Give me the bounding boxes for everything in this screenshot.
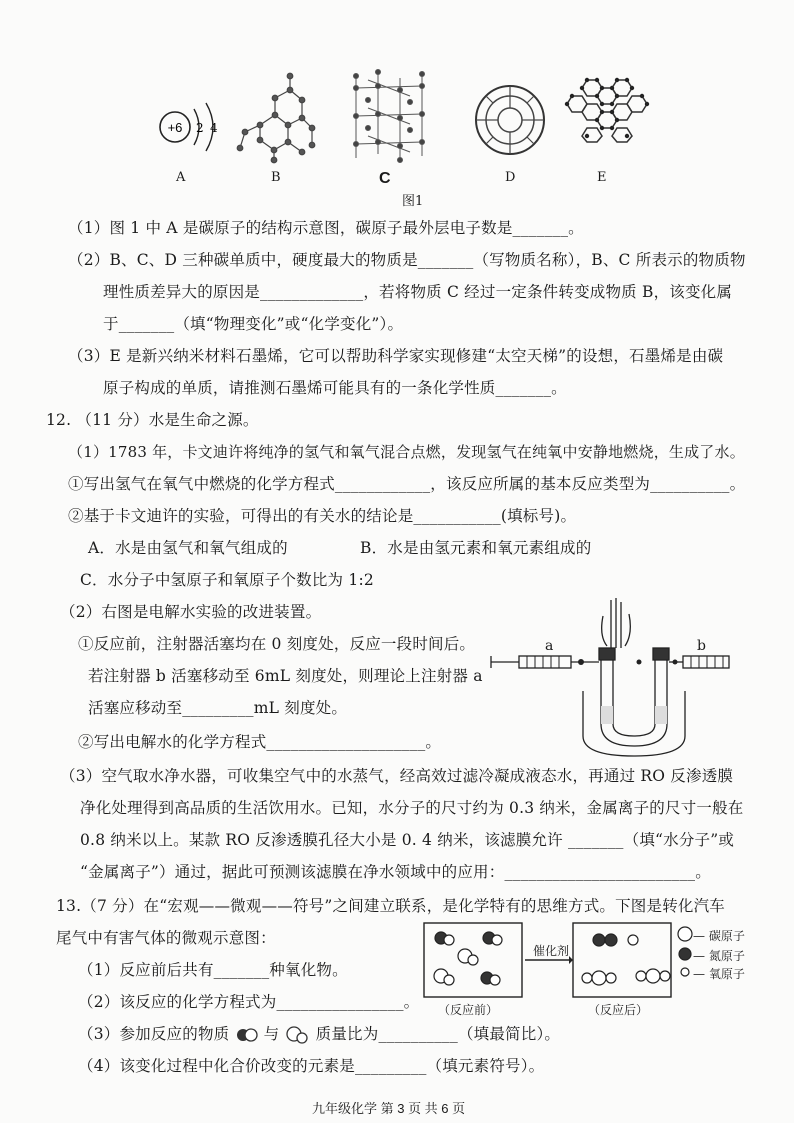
nucleus-charge: +6 [167,120,183,135]
q12-option-c: C．水分子中氢原子和氧原子个数比为 1:2 [80,571,374,589]
q12-part2-line2: ①反应前，注射器活塞均在 0 刻度处，反应一段时间后。 [78,635,476,653]
q12-heading: 12. （11 分）水是生命之源。 [46,411,259,429]
figure-label-c: C [379,170,391,187]
q12-option-b: B．水是由氢元素和氧元素组成的 [360,539,592,557]
q11-part2-line1: （2）B、C、D 三种碳单质中，硬度最大的物质是_______（写物质名称），B、C 所表示的物质物 [68,251,746,269]
q13-part3-suffix: 质量比为__________（填最简比）。 [315,1025,561,1043]
q12-part2-line1: （2）右图是电解水实验的改进装置。 [60,603,322,621]
carbon-atom-diagram [150,95,220,165]
shell-2-electrons: 4 [210,121,218,135]
co-molecule-icon [285,1026,311,1044]
shell-1-electrons: 2 [196,121,204,135]
q12-part3-line1: （3）空气取水净水器，可收集空气中的水蒸气，经高效过滤冷凝成液态水，再通过 RO 反渗透膜 [60,767,734,785]
figure-caption: 图1 [402,194,424,209]
syringe-b-label: b [697,638,706,654]
catalyst-label: 催化剂 [533,944,570,958]
q12-part1-line1: （1）1783 年，卡文迪许将纯净的氢气和氧气混合点燃，发现氢气在纯氧中安静地燃烧，生成了水。 [68,443,745,461]
graphene-structure-diagram [562,70,652,145]
q13-part2: （2）该反应的化学方程式为________________。 [78,993,420,1011]
q12-part2-line4: 活塞应移动至_________mL 刻度处。 [88,699,348,717]
q12-part2-line5: ②写出电解水的化学方程式____________________。 [78,733,442,751]
figure-label-a: A [176,170,186,185]
q12-option-a: A．水是由氢气和氧气组成的 [88,539,288,557]
fullerene-c60-diagram [470,80,550,160]
q12-part1-line2: ①写出氢气在氧气中燃烧的化学方程式____________，该反应所属的基本反应类型为__________。 [68,475,746,493]
after-reaction-label: （反应后） [588,1003,649,1017]
q12-part3-line2: 净化处理得到高品质的生活饮用水。已知，水分子的尺寸约为 0.3 纳米，金属离子的尺寸一般在 [80,799,744,817]
q11-part1: （1）图 1 中 A 是碳原子的结构示意图，碳原子最外层电子数是_______。 [68,219,584,237]
q11-part2-line3: 于_______（填“物理变化”或“化学变化”）。 [103,315,404,333]
q11-part3-line1: （3）E 是新兴纳米材料石墨烯，它可以帮助科学家实现修建“太空天梯”的设想，石墨烯是由碳 [68,347,724,365]
before-reaction-label: （反应前） [438,1003,499,1017]
q13-part3-with: 与 [263,1025,280,1043]
q13-part3 [78,1024,560,1044]
q13-heading-line1: 13.（7 分）在“宏观——微观——符号”之间建立联系，是化学特有的思维方式。下图是转化汽车 [56,897,725,915]
legend-carbon: — 碳原子 [693,929,745,943]
electrolysis-apparatus-diagram [483,596,733,756]
q12-part1-line3: ②基于卡文迪许的实验，可得出的有关水的结论是___________(填标号)。 [68,507,577,525]
q13-heading-line2: 尾气中有害气体的微观示意图： [56,929,276,947]
q11-part3-line2: 原子构成的单质，请推测石墨烯可能具有的一条化学性质_______。 [103,379,567,397]
page-footer: 九年级化学 第 3 页 共 6 页 [312,1101,466,1116]
q12-part3-line3: 0.8 纳米以上。某款 RO 反渗透膜孔径大小是 0. 4 纳米，该滤膜允许 _______（填“水分子”或 [80,831,735,849]
diamond-structure-diagram [230,70,320,165]
no-molecule-icon [235,1026,259,1044]
figure-label-e: E [597,170,607,185]
q12-part2-line3: 若注射器 b 活塞移动至 6mL 刻度处，则理论上注射器 a [88,667,483,685]
q12-part3-line4: “金属离子”）通过，据此可预测该滤膜在净水领域中的应用：________________________。 [80,863,711,881]
legend-nitrogen: — 氮原子 [693,949,745,963]
syringe-a-label: a [545,638,554,654]
legend-oxygen: — 氧原子 [693,967,745,981]
graphite-structure-diagram [348,68,438,168]
figure-label-b: B [271,170,281,185]
q13-part1: （1）反应前后共有_______种氧化物。 [78,961,348,979]
q13-part3-prefix: （3）参加反应的物质 [78,1025,230,1043]
q13-part4: （4）该变化过程中化合价改变的元素是_________（填元素符号）。 [78,1057,545,1075]
figure-label-d: D [505,170,516,185]
reaction-microscopic-diagram [423,920,683,1000]
q11-part2-line2: 理性质差异大的原因是_____________，若将物质 C 经过一定条件转变成物质 B，该变化属 [103,283,733,301]
